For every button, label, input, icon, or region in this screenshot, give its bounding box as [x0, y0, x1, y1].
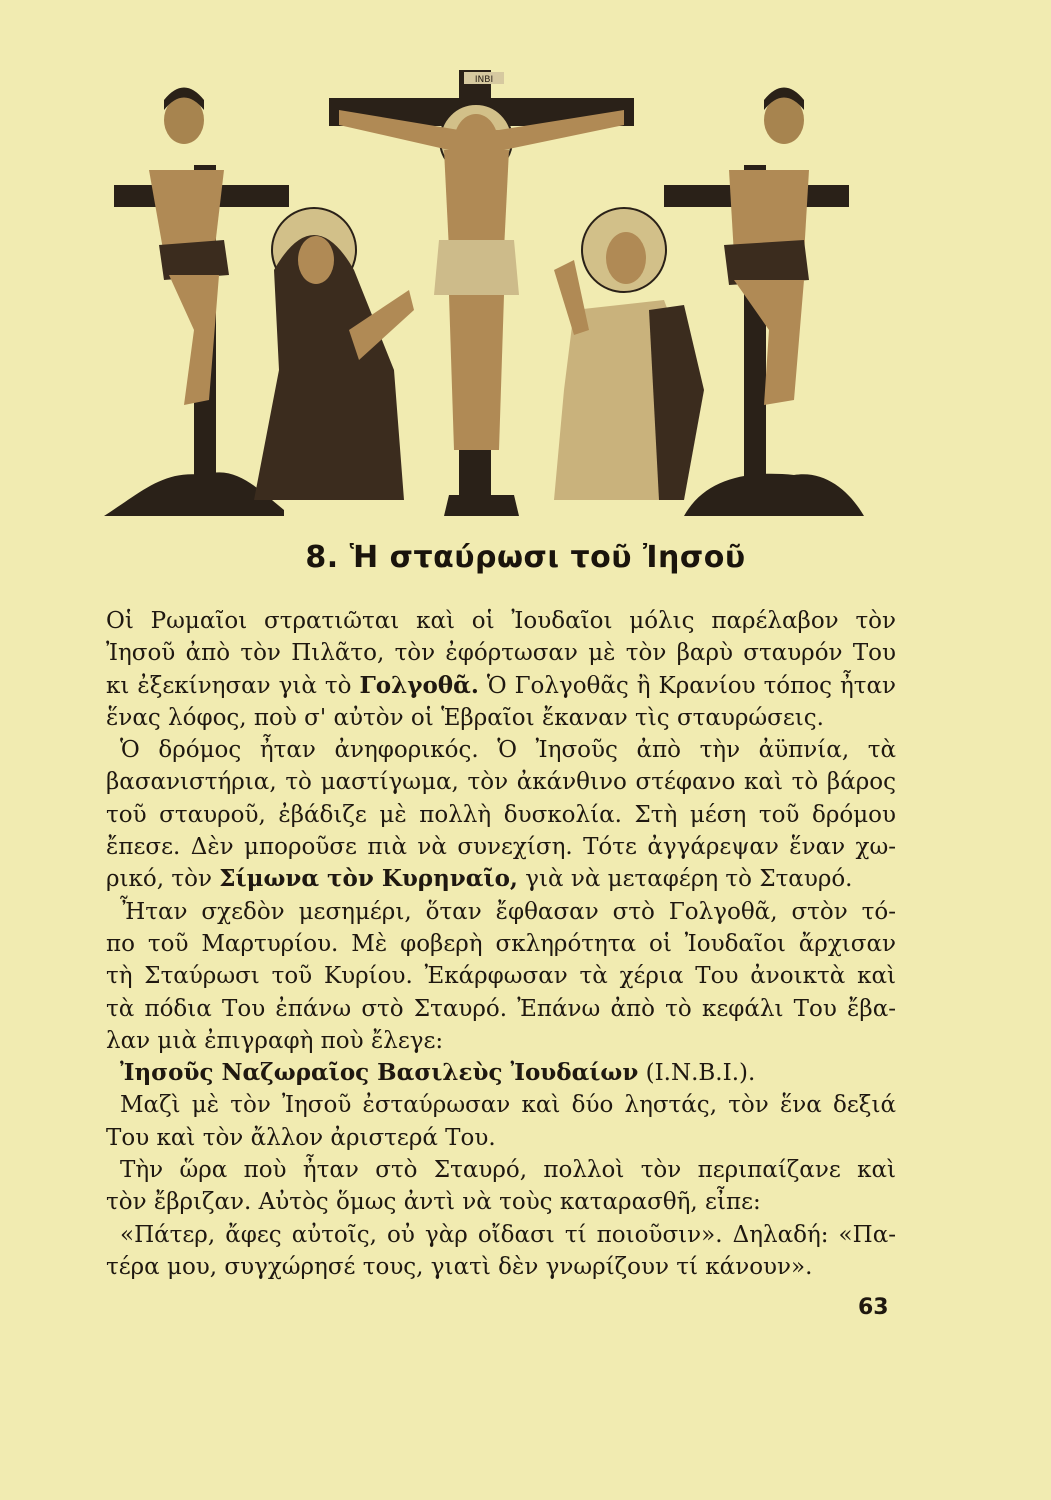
text-span: τέρα μου, συγχώρησέ τους, γιατὶ δὲν γνωρίζουν τί κάνουν». [106, 1253, 813, 1280]
text-span: Τὴν ὥρα ποὺ ἦταν στὸ Σταυρό, πολλοὶ τὸν περιπαίζανε καὶ [120, 1157, 896, 1184]
text-span: πο τοῦ Μαρτυρίου. Μὲ φοβερὴ σκληρότητα οἱ Ἰουδαῖοι ἄρχισαν [106, 930, 896, 957]
text-span: κι ἐξεκίνησαν γιὰ τὸ [106, 672, 360, 699]
text-line [106, 1219, 896, 1251]
text-line [106, 960, 896, 992]
text-line [106, 928, 896, 960]
text-line [106, 637, 896, 669]
text-line [106, 1154, 896, 1186]
crucifixion-illustration [104, 70, 864, 516]
text-line [106, 670, 896, 702]
text-span: ρικό, τὸν [106, 866, 220, 893]
text-line [106, 1186, 896, 1218]
text-span: Ἰησοῦ ἀπὸ τὸν Πιλᾶτο, τὸν ἐφόρτωσαν μὲ τὸν βαρὺ σταυρόν Του [106, 640, 896, 667]
text-span: (Ι.Ν.Β.Ι.). [638, 1060, 756, 1087]
text-span: Οἱ Ρωμαῖοι στρατιῶται καὶ οἱ Ἰουδαῖοι μόλις παρέλαβον τὸν [106, 608, 896, 634]
text-span: ἕνας λόφος, ποὺ σ' αὐτὸν οἱ Ἑβραῖοι ἔκαναν τὶς σταυρώσεις. [106, 704, 824, 731]
text-span: Μαζὶ μὲ τὸν Ἰησοῦ ἐσταύρωσαν καὶ δύο ληστάς, τὸν ἕνα δεξιά [120, 1092, 896, 1119]
page-number: 63 [858, 1295, 889, 1320]
text-span: τοῦ σταυροῦ, ἐβάδιζε μὲ πολλὴ δυσκολία. Στὴ μέση τοῦ δρόμου [106, 801, 896, 828]
text-line [106, 896, 896, 928]
text-span: τὸν ἔβριζαν. Αὐτὸς ὅμως ἀντὶ νὰ τοὺς καταρασθῆ, εἶπε: [106, 1189, 761, 1216]
text-line [106, 1025, 896, 1057]
text-span: ἔπεσε. Δὲν μποροῦσε πιὰ νὰ συνεχίση. Τότε ἀγγάρεψαν ἕναν χω- [106, 834, 896, 861]
text-span: λαν μιὰ ἐπιγραφὴ ποὺ ἔλεγε: [106, 1027, 444, 1054]
bold-text: Ἰησοῦς Ναζωραῖος Βασιλεὺς Ἰουδαίων [120, 1059, 639, 1087]
text-line [106, 702, 896, 734]
text-span: «Πάτερ, ἄφες αὐτοῖς, οὐ γὰρ οἴδασι τί ποιοῦσιν». Δηλαδή: «Πα- [120, 1221, 896, 1248]
body-text [106, 605, 896, 1283]
text-line [106, 1251, 896, 1283]
text-line [106, 766, 896, 798]
text-line [106, 1057, 896, 1089]
bold-text: Γολγοθᾶ. [359, 671, 479, 699]
text-line [106, 799, 896, 831]
text-line [106, 1122, 896, 1154]
text-span: Του καὶ τὸν ἄλλον ἀριστερά Του. [106, 1124, 496, 1151]
text-span: γιὰ νὰ μεταφέρη τὸ Σταυρό. [517, 866, 853, 893]
text-span: βασανιστήρια, τὸ μαστίγωμα, τὸν ἀκάνθινο στέφανο καὶ τὸ βάρος [106, 769, 896, 796]
bold-text: Σίμωνα τὸν Κυρηναῖο, [219, 865, 518, 893]
text-line [106, 734, 896, 766]
text-span: Ἦταν σχεδὸν μεσημέρι, ὅταν ἔφθασαν στὸ Γολγοθᾶ, στὸν τό- [120, 898, 896, 925]
inscription-label: INBI [474, 75, 494, 85]
text-span: Ὁ Γολγοθᾶς ἢ Κρανίου τόπος ἦταν [478, 672, 896, 699]
text-span: Ὁ δρόμος ἦταν ἀνηφορικός. Ὁ Ἰησοῦς ἀπὸ τὴν ἀϋπνία, τὰ [120, 737, 896, 764]
text-span: τὰ πόδια Του ἐπάνω στὸ Σταυρό. Ἐπάνω ἀπὸ τὸ κεφάλι Του ἔβα- [106, 995, 896, 1022]
text-line [106, 831, 896, 863]
text-line [106, 605, 896, 637]
text-line [106, 993, 896, 1025]
text-line [106, 863, 896, 895]
chapter-title: 8. Ἡ σταύρωσι τοῦ Ἰησοῦ [305, 540, 746, 575]
text-line [106, 1089, 896, 1121]
text-span: τὴ Σταύρωσι τοῦ Κυρίου. Ἐκάρφωσαν τὰ χέρια Του ἀνοικτὰ καὶ [106, 963, 896, 990]
